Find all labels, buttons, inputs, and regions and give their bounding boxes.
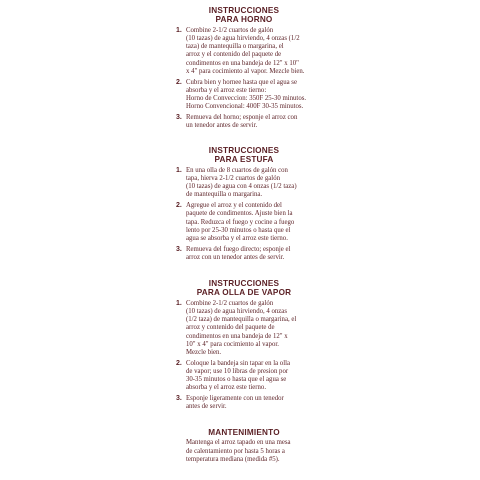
step-text-line: condimentos en una bandeja de 12" x <box>186 332 288 340</box>
step-item <box>176 114 312 130</box>
maintenance-section <box>176 428 312 464</box>
heading-line: PARA ESTUFA <box>214 155 274 165</box>
step-list <box>176 300 312 412</box>
step-text-line: (1/2 taza) de mantequilla o margarina, el <box>186 316 297 324</box>
section-heading <box>176 146 312 165</box>
step-text-line: 10" x 4" para cocimiento al vapor. <box>186 340 279 348</box>
maintenance-text <box>176 439 312 464</box>
step-text-line: Remueva del fuego directo; esponje el <box>186 245 291 253</box>
step-text-line: Cubra bien y hornee hasta que el agua se <box>186 78 297 86</box>
step-number: 1. <box>176 26 182 34</box>
step-number: 3. <box>176 245 182 253</box>
heading-line: MANTENIMIENTO <box>208 428 280 437</box>
step-text-line: Combine 2-1/2 cuartos de galón <box>186 299 274 307</box>
step-text-line: antes de servir. <box>186 403 227 411</box>
step-text-line: Agregue el arroz y el contenido del <box>186 202 282 210</box>
section-heading <box>176 6 312 25</box>
step-text-line: 30-35 minutos o hasta que el agua se <box>186 376 287 384</box>
step-number: 3. <box>176 395 182 403</box>
section-heading <box>176 428 312 437</box>
step-text-line: de mantequilla o margarina. <box>186 191 263 199</box>
step-text-line: (10 tazas) de agua hirviendo, 4 onzas (1/2 <box>186 35 300 43</box>
maintenance-text-line: de calentamiento por hasta 5 horas a <box>186 447 285 455</box>
step-text-line: En una olla de 8 cuartos de galón con <box>186 166 288 174</box>
step-text-line: absorba y el arroz este tierno. <box>186 384 267 392</box>
step-text-line: arroz con un tenedor antes de servir. <box>186 253 285 261</box>
step-item <box>176 202 312 243</box>
step-number: 2. <box>176 202 182 210</box>
step-text-line: de vapor; use 10 libras de presion por <box>186 367 289 375</box>
step-item <box>176 27 312 76</box>
heading-line: PARA HORNO <box>215 15 273 25</box>
maintenance-text-line: Mantenga el arroz tapado en una mesa <box>186 439 291 447</box>
step-text-line: Horno de Conveccion: 350F 25-30 minutos. <box>186 94 307 102</box>
step-number: 3. <box>176 113 182 121</box>
step-text-line: lento por 25-30 minutos o hasta que el <box>186 226 291 234</box>
step-text-line: tapa. Reduzca el fuego y cocine a fuego <box>186 218 295 226</box>
step-number: 2. <box>176 78 182 86</box>
section-heading <box>176 279 312 298</box>
step-text-line: agua se absorba y el arroz este tierno. <box>186 234 288 242</box>
step-list <box>176 167 312 262</box>
step-text-line: Remueva del horno; esponje el arroz con <box>186 113 298 121</box>
step-item <box>176 360 312 393</box>
heading-line: INSTRUCCIONES <box>208 146 280 155</box>
oven-instructions-section <box>176 6 312 133</box>
step-number: 1. <box>176 166 182 174</box>
step-text-line: (10 tazas) de agua hirviendo, 4 onzas <box>186 308 287 316</box>
step-item <box>176 167 312 200</box>
step-text-line: Horno Convencional: 400F 30-35 minutos. <box>186 103 304 111</box>
step-text-line: un tenedor antes de servir. <box>186 122 258 130</box>
instructions-panel <box>176 0 312 480</box>
step-text-line: arroz y el contenido del paquete de <box>186 51 282 59</box>
step-text-line: condimentos en una bandeja de 12" x 10" <box>186 59 299 67</box>
step-text-line: Combine 2-1/2 cuartos de galón <box>186 26 274 34</box>
maintenance-text-line: temperatura mediana (medida #5). <box>186 455 280 463</box>
step-text-line: taza) de mantequilla o margarina, el <box>186 43 284 51</box>
heading-line: INSTRUCCIONES <box>208 6 280 15</box>
step-text-line: arroz y contenido del paquete de <box>186 324 275 332</box>
stove-instructions-section <box>176 146 312 265</box>
step-list <box>176 27 312 130</box>
step-text-line: (10 tazas) de agua con 4 onzas (1/2 taza) <box>186 183 297 191</box>
steamer-instructions-section <box>176 279 312 414</box>
step-item <box>176 246 312 262</box>
step-item <box>176 79 312 112</box>
step-text-line: paquete de condimentos. Ajuste bien la <box>186 210 293 218</box>
step-text-line: Mezcle bien. <box>186 349 222 357</box>
step-text-line: tapa, hierva 2-1/2 cuartos de galón <box>186 175 280 183</box>
heading-line: PARA OLLA DE VAPOR <box>196 288 292 298</box>
step-text-line: Esponje ligeramente con un tenedor <box>186 395 284 403</box>
heading-line: INSTRUCCIONES <box>208 279 280 288</box>
step-text-line: Coloque la bandeja sin tapar en la olla <box>186 359 290 367</box>
step-text-line: x 4" para cocimiento al vapor. Mezcle bien. <box>186 67 305 75</box>
step-number: 2. <box>176 359 182 367</box>
step-item <box>176 395 312 411</box>
step-text-line: absorba y el arroz este tierno: <box>186 86 267 94</box>
step-item <box>176 300 312 357</box>
step-number: 1. <box>176 299 182 307</box>
